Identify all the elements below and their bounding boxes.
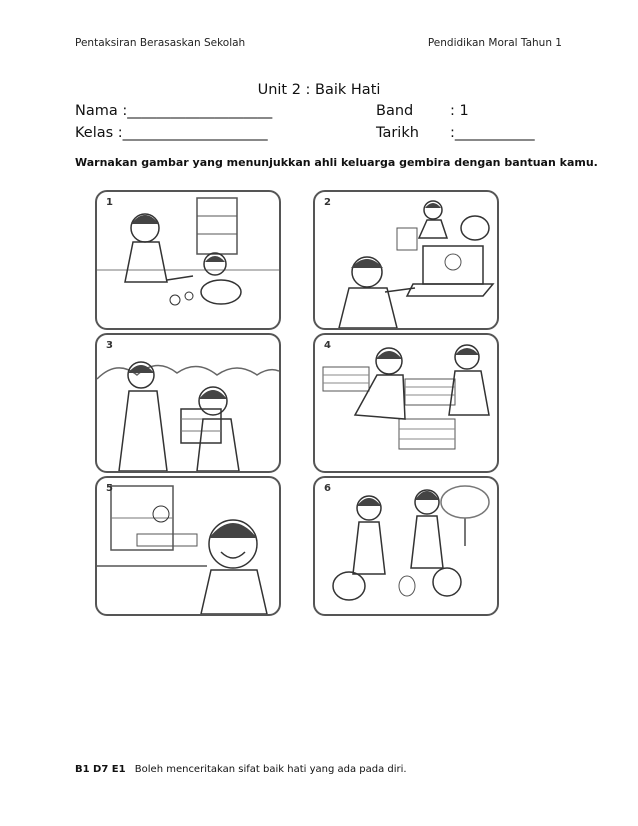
children-carrying-bags-illustration [315,478,497,614]
picture-panel-4[interactable] [313,333,499,473]
mother-and-baby-illustration [97,192,279,328]
tarikh-value: :___________ [450,125,535,141]
instruction: Warnakan gambar yang menunjukkan ahli keluarga gembira dengan bantuan kamu. [75,156,598,169]
picture-panel-2[interactable] [313,190,499,330]
band-label: Band [376,103,414,119]
footer-text: Boleh menceritakan sifat baik hati yang ada pada diri. [134,764,407,775]
boy-laptop-mother-laundry-illustration [315,192,497,328]
panel-number: 1 [106,197,113,208]
picture-panel-5[interactable] [95,476,281,616]
nama-label: Nama :____________________ [75,103,273,119]
header-left: Pentaksiran Berasaskan Sekolah [75,37,246,49]
panel-number: 2 [324,197,331,208]
boy-father-newspapers-illustration [315,335,497,471]
kelas-label: Kelas :____________________ [75,125,268,141]
footer [75,764,407,775]
mother-girl-hanging-clothes-illustration [97,335,279,471]
picture-panel-6[interactable] [313,476,499,616]
footer-code: B1 D7 E1 [75,764,126,775]
smiling-boy-illustration [97,478,279,614]
picture-panel-1[interactable] [95,190,281,330]
header-right: Pendidikan Moral Tahun 1 [427,37,562,49]
panel-number: 5 [106,483,113,494]
page-title: Unit 2 : Baik Hati [257,82,381,98]
panel-number: 4 [324,340,331,351]
picture-panel-3[interactable] [95,333,281,473]
panel-number: 6 [324,483,331,494]
tarikh-label: Tarikh [376,125,419,141]
panel-number: 3 [106,340,113,351]
band-value: : 1 [450,103,469,119]
